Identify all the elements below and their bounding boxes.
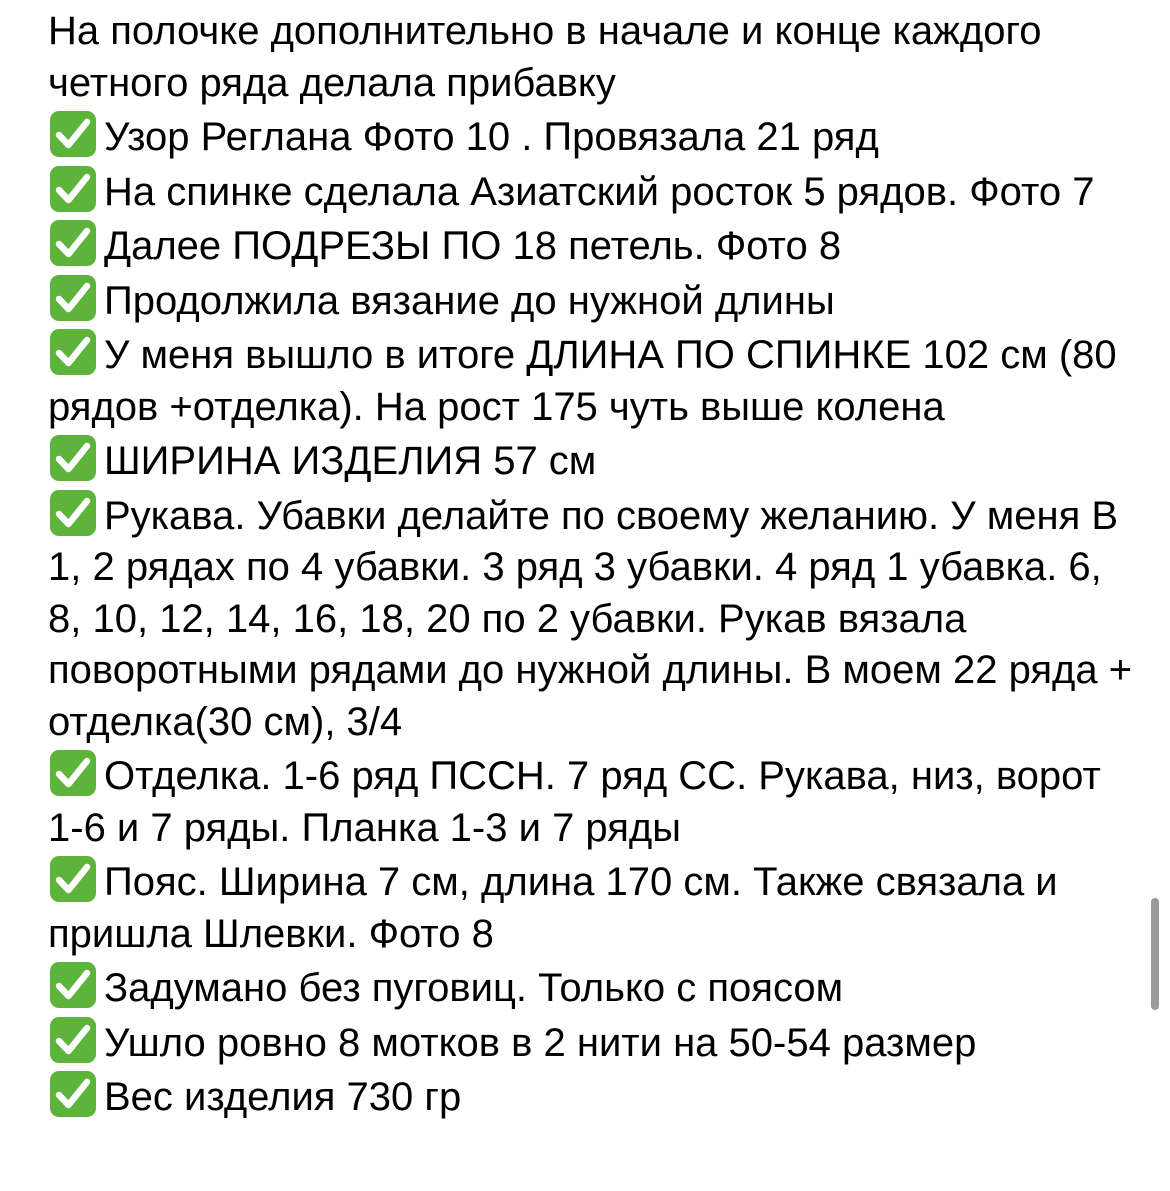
list-item-text: У меня вышло в итоге ДЛИНА ПО СПИНКЕ 102 см (80 рядов +отделка). На рост 175 чуть выше колена — [48, 333, 1117, 429]
scrollbar-thumb[interactable] — [1151, 898, 1159, 1010]
list-item — [48, 854, 1138, 960]
list-item-text: Задумано без пуговиц. Только с поясом — [104, 966, 844, 1010]
list-item — [48, 164, 1138, 219]
check-mark-button-icon — [48, 1015, 98, 1065]
list-item-text: Продолжила вязание до нужной длины — [104, 278, 835, 323]
list-item-text: Вес изделия 730 гр — [104, 1075, 462, 1119]
list-item — [48, 1015, 1138, 1070]
list-item-text: Пояс. Ширина 7 см, длина 170 см. Также связала и пришла Шлевки. Фото 8 — [48, 860, 1058, 956]
list-item-text: Узор Реглана Фото 10 . Провязала 21 ряд — [104, 115, 879, 159]
check-mark-button-icon — [48, 218, 98, 268]
list-item-text: ШИРИНА ИЗДЕЛИЯ 57 см — [104, 439, 597, 483]
list-item — [48, 748, 1138, 854]
check-mark-button-icon — [48, 164, 98, 214]
list-item-text: Далее ПОДРЕЗЫ ПО 18 петель. Фото 8 — [104, 224, 842, 268]
list-item — [48, 327, 1138, 433]
check-mark-button-icon — [48, 327, 98, 377]
check-mark-button-icon — [48, 748, 98, 798]
check-mark-button-icon — [48, 273, 98, 323]
check-mark-button-icon — [48, 488, 98, 538]
list-item — [48, 1069, 1138, 1124]
list-item-text: Отделка. 1-6 ряд ПССН. 7 ряд СС. Рукава, низ, ворот 1-6 и 7 ряды. Планка 1-3 и 7 ряды — [48, 754, 1101, 850]
list-item — [48, 960, 1138, 1015]
check-mark-button-icon — [48, 960, 98, 1010]
list-item-text: На спинке сделала Азиатский росток 5 рядов. Фото 7 — [104, 169, 1095, 214]
list-item — [48, 273, 1138, 328]
check-mark-button-icon — [48, 854, 98, 904]
list-item-text: Рукава. Убавки делайте по своему желанию. У меня В 1, 2 рядах по 4 убавки. 3 ряд 3 убавки. 4 ряд 1 убавка. 6, 8, 10, 12, 14, 16, 18, 20 по 2 убавки. Рукав вязала поворотными рядами до нужной длины. В моем 22 ряда + отделка(30 см), 3/4 — [48, 493, 1133, 744]
check-mark-button-icon — [48, 1069, 98, 1119]
list-item-text: Ушло ровно 8 мотков в 2 нити на 50-54 размер — [104, 1020, 977, 1065]
note-intro: На полочке дополнительно в начале и конце каждого четного ряда делала прибавку — [48, 9, 1042, 105]
list-item — [48, 488, 1138, 749]
list-item — [48, 218, 1138, 273]
check-mark-button-icon — [48, 433, 98, 483]
check-mark-button-icon — [48, 109, 98, 159]
list-item — [48, 433, 1138, 488]
list-item — [48, 109, 1138, 164]
note-body[interactable] — [48, 6, 1138, 1124]
